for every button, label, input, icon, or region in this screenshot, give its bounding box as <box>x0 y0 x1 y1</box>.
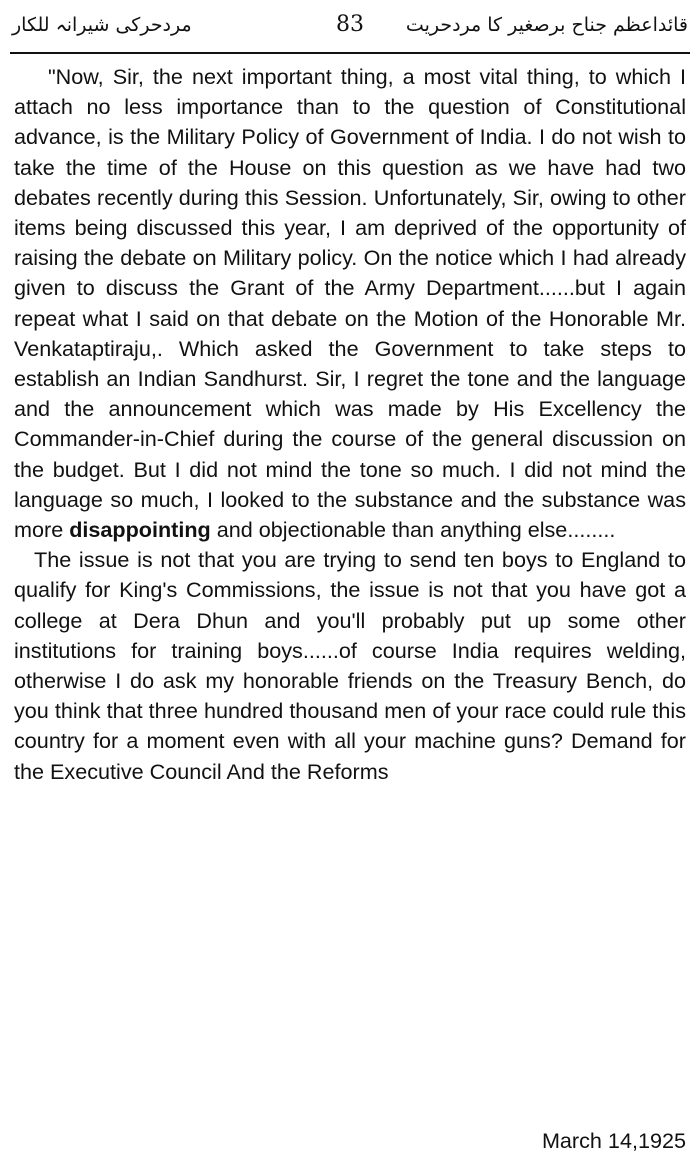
paragraph-1-text-a: "Now, Sir, the next important thing, a most vital thing, to which I attach no less importance than to the question of Constitutional advance, is the Military Policy of Government of India. I do not wish to take the time of the House on this question as we have had two debates recently during this Session. Unfortunately, Sir, owing to other items being discussed this year, I am deprived of the opportunity of raising the debate on Military policy. On the notice which I had already given to discuss the Grant of the Army Department......but I again repeat what I said on that debate on the Motion of the Honorable Mr. Venkataptiraju,. Which asked the Government to take steps to establish an Indian Sandhurst. Sir, I regret the tone and the language and the announcement which was made by His Excellency the Commander-in-Chief during the course of the general discussion on the budget. But I did not mind the tone so much. I did not mind the language so much, I looked to the substance and the substance was more <box>14 64 686 543</box>
header-book-title: قائداعظم جناح برصغیر کا مردحریت <box>405 14 688 36</box>
page-number: 83 <box>336 12 364 37</box>
paragraph-2: The issue is not that you are trying to send ten boys to England to qualify for King's Commissions, the issue is not that you have got a college at Dera Dhun and you'll probably put up some other institutions for training boys......of course India requires welding, otherwise I do ask my honorable friends on the Treasury Bench, do you think that three hundred thousand men of your race could rule this country for a moment even with all your machine guns? Demand for the Executive Council And the Reforms <box>14 547 686 784</box>
paragraph-1 <box>14 62 686 545</box>
page-header <box>12 8 688 54</box>
page-body <box>14 62 686 787</box>
paragraph-1-text-b: and objectionable than anything else........ <box>216 517 616 543</box>
header-divider <box>10 52 690 54</box>
header-section-title: مردحرکی شیرانہ للکار <box>12 14 192 36</box>
emphasized-word: disappointing <box>69 517 211 543</box>
speech-date: March 14,1925 <box>541 1128 686 1153</box>
